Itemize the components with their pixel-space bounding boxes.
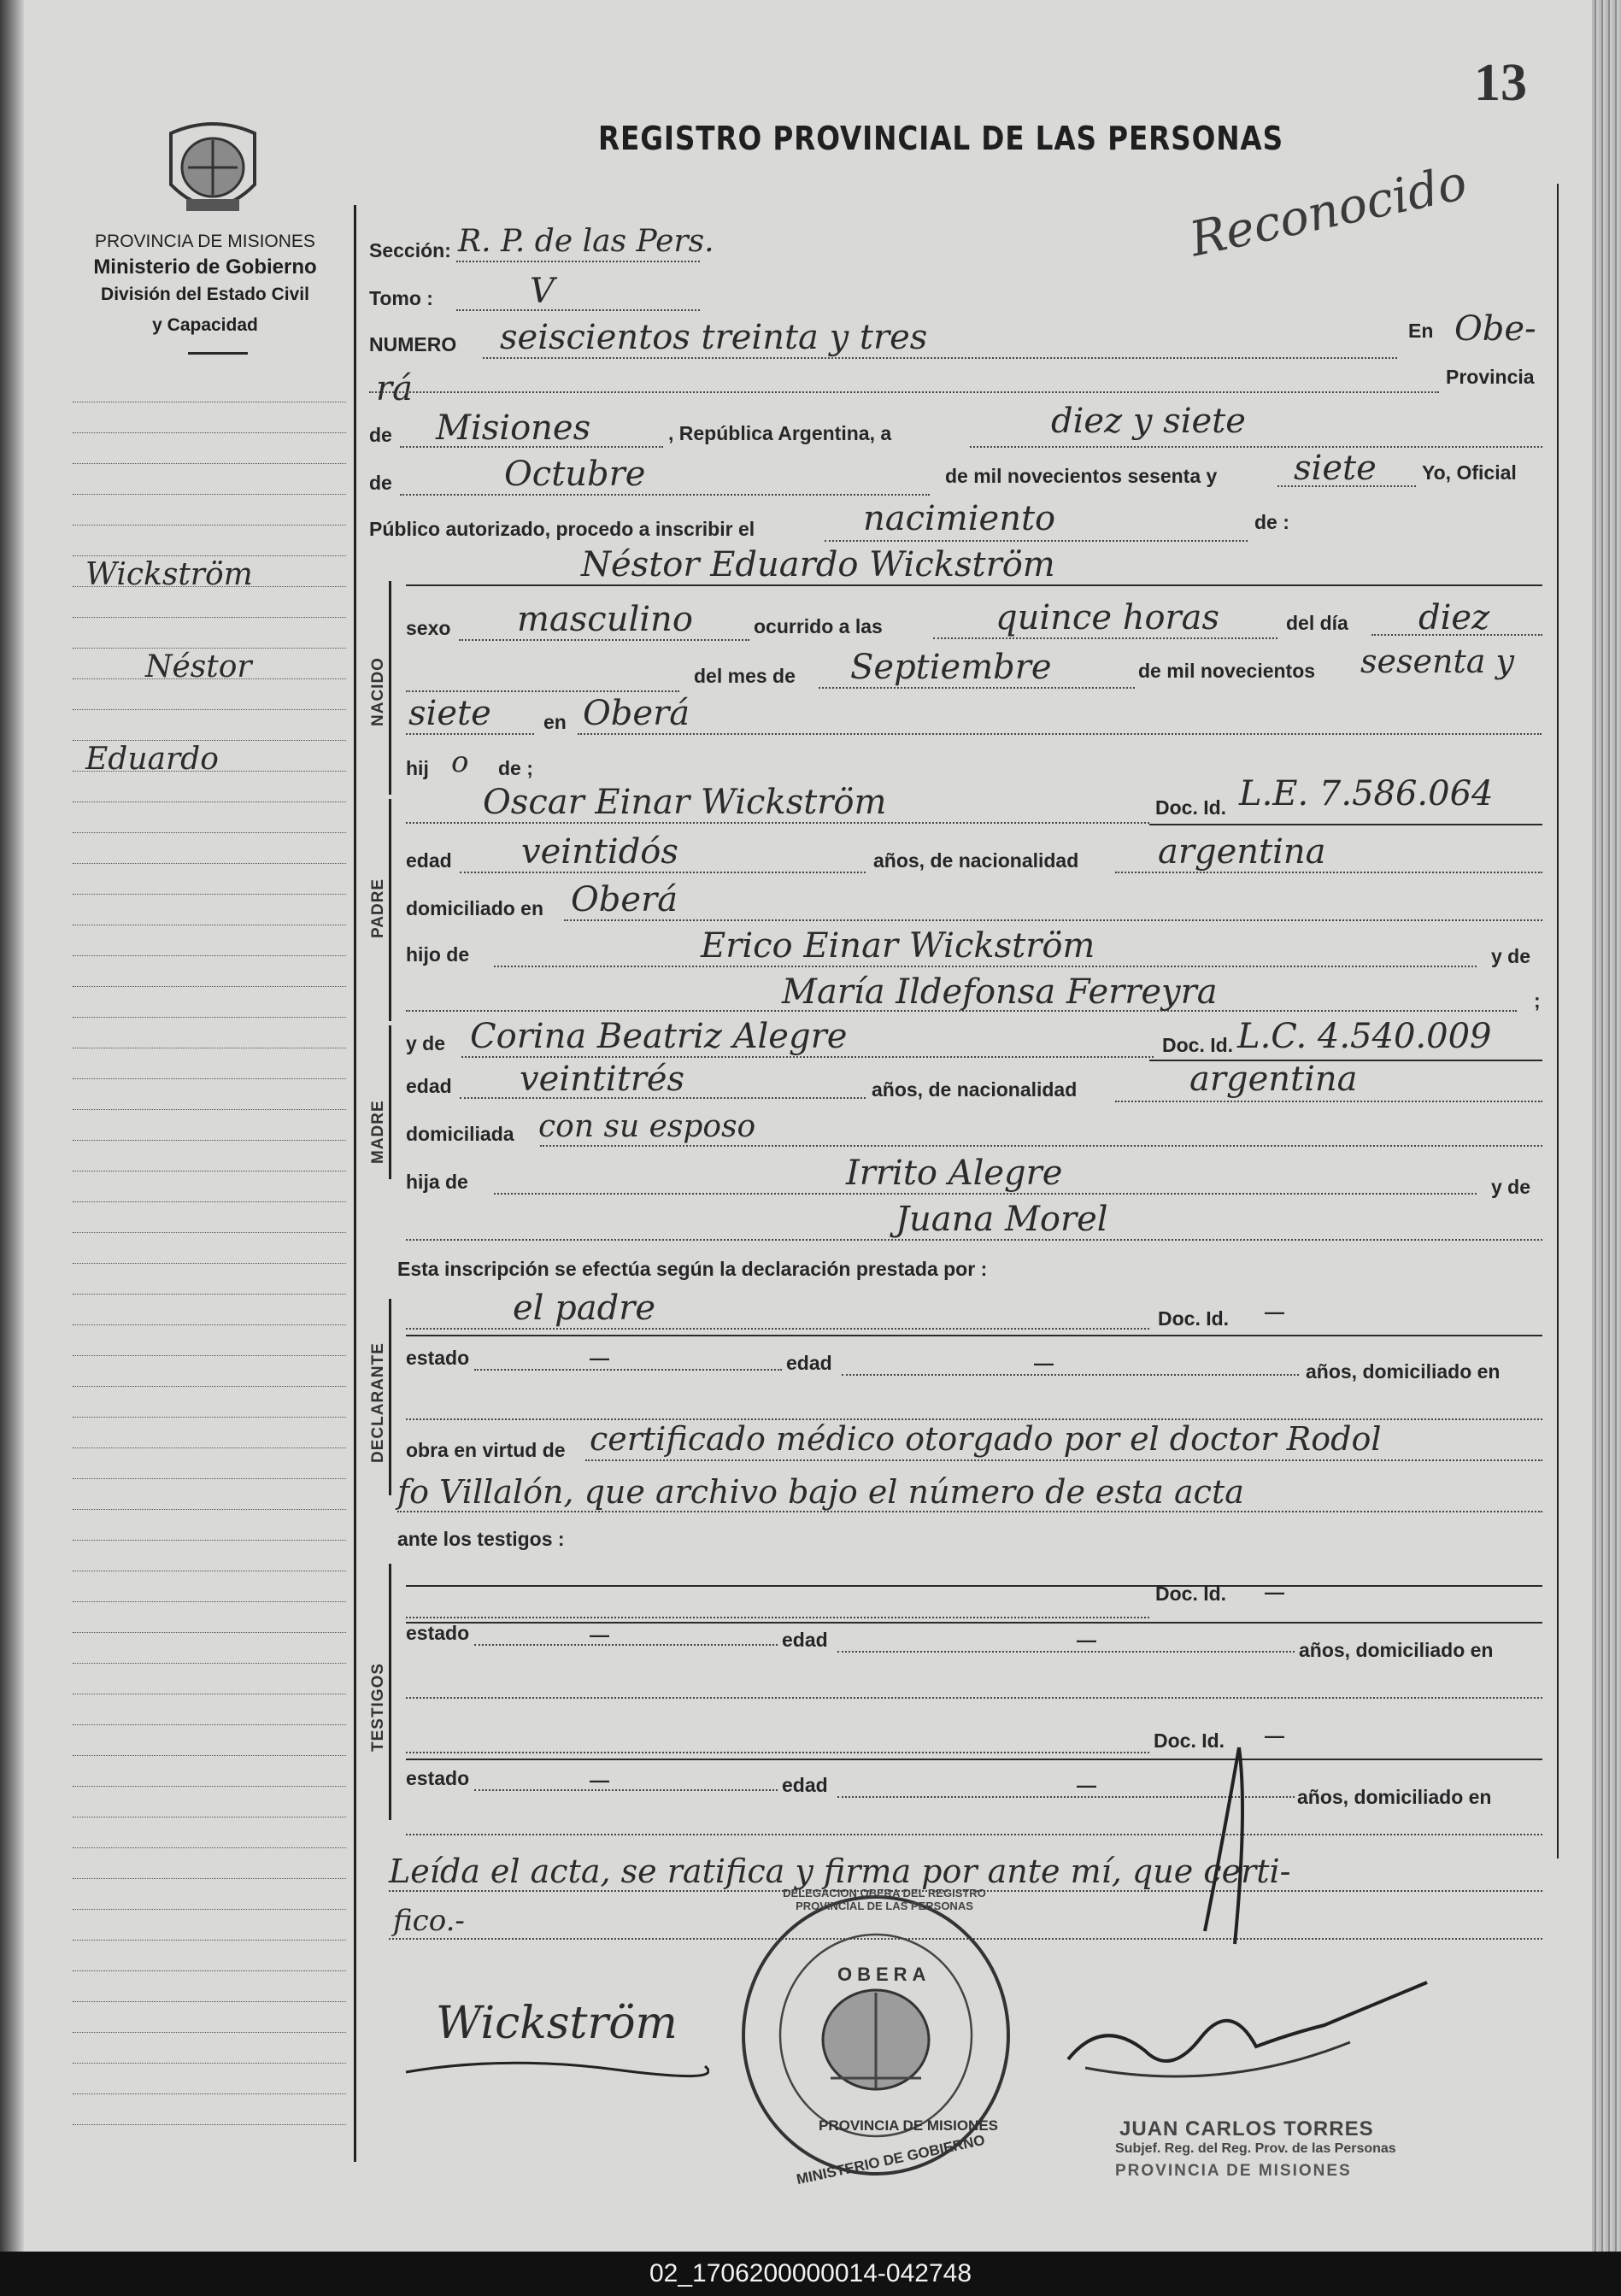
official-role: Subjef. Reg. del Reg. Prov. de las Personas <box>1115 2141 1396 2156</box>
testigo2-dom-line <box>406 1834 1542 1835</box>
cierre-line-1: Leída el acta, se ratifica y firma por ante mí, que certi- <box>389 1853 1291 1890</box>
obra-line-1 <box>585 1459 1542 1461</box>
testigos-intro: ante los testigos : <box>397 1528 565 1550</box>
padre-nombre-line <box>406 822 1149 824</box>
declarante-dom-label: años, domiciliado en <box>1306 1360 1501 1383</box>
sexo-label: sexo <box>406 617 451 639</box>
declarante-estado-label: estado <box>406 1347 470 1369</box>
tomo-label: Tomo : <box>369 287 433 309</box>
margin-rule <box>73 1970 346 1971</box>
signature-underline <box>402 2025 709 2085</box>
hij-suffix: o <box>451 745 469 779</box>
left-column-divider <box>354 205 356 2162</box>
margin-rule <box>73 709 346 710</box>
de3-label: de : <box>1254 511 1289 533</box>
margin-rule <box>73 1232 346 1233</box>
madre-nac-line <box>1115 1101 1542 1102</box>
padre-madre: María Ildefonsa Ferreyra <box>782 972 1218 1012</box>
lugar-line <box>369 391 1439 393</box>
obra-value-1: certificado médico otorgado por el doctor Rodol <box>590 1420 1382 1458</box>
margin-rule <box>73 1109 346 1110</box>
publico-label: Público autorizado, procedo a inscribir el <box>369 518 755 540</box>
mes-line <box>400 494 930 496</box>
en-nac-label: en <box>543 711 567 733</box>
dia-nac-value: diez <box>1418 598 1490 637</box>
margin-rule <box>73 1909 346 1910</box>
madre-padres-line <box>494 1193 1477 1195</box>
madre-doc: L.C. 4.540.009 <box>1237 1017 1492 1056</box>
province-crest-icon <box>162 118 263 227</box>
declarante-edad-label: edad <box>786 1352 832 1374</box>
obra-line-2 <box>397 1511 1542 1512</box>
declaracion-intro: Esta inscripción se efectúa según la declaración prestada por : <box>397 1258 988 1280</box>
hij-label: hij <box>406 757 429 779</box>
anio-nac-value-2: siete <box>408 694 491 733</box>
testigo2-nombre-line <box>406 1752 1149 1753</box>
seccion-line <box>456 261 700 262</box>
nacido-section-label: NACIDO <box>369 657 387 726</box>
testigos-bracket <box>389 1564 391 1820</box>
margin-rule <box>73 1294 346 1295</box>
provincia-label: Provincia <box>1446 366 1535 388</box>
madre-bracket <box>389 1025 391 1179</box>
deldia-label: del día <box>1286 612 1348 634</box>
margin-rule <box>73 525 346 526</box>
margin-rule <box>73 1601 346 1602</box>
margin-rule <box>73 1263 346 1264</box>
margin-rule <box>73 740 346 741</box>
margin-rule <box>73 1324 346 1325</box>
margin-rule <box>73 1663 346 1664</box>
republica-label: , República Argentina, a <box>668 422 892 444</box>
madre-dom-line <box>540 1145 1542 1147</box>
testigo1-nombre-line <box>406 1617 1149 1618</box>
tomo-value: V <box>530 272 555 311</box>
lugar-nac-value: Oberá <box>583 694 690 733</box>
dia-value: diez y siete <box>1051 402 1246 441</box>
declarante-nombre-line <box>406 1328 1149 1330</box>
madre-nombre-line <box>461 1056 1154 1058</box>
de2-label: de <box>369 472 392 494</box>
numero-value: seiscientos treinta y tres <box>500 318 928 357</box>
sexo-value: masculino <box>517 600 693 639</box>
seccion-label: Sección: <box>369 239 451 261</box>
testigo2-doc-label: Doc. Id. <box>1154 1729 1225 1752</box>
letterhead-line3: División del Estado Civil <box>101 285 309 304</box>
hora-line <box>933 637 1277 639</box>
padre-padre: Erico Einar Wickström <box>701 926 1095 966</box>
margin-rule <box>73 863 346 864</box>
madre-dom-label: domiciliada <box>406 1123 514 1145</box>
testigo1-estado: — <box>590 1624 609 1646</box>
declarante-estado: — <box>590 1347 609 1369</box>
padre-doc-label: Doc. Id. <box>1155 796 1227 819</box>
declarante-section-label: DECLARANTE <box>369 1342 387 1463</box>
declarante-edad-line <box>842 1374 1299 1376</box>
margin-rule <box>73 1355 346 1356</box>
margin-rule <box>73 1017 346 1018</box>
mil-label: de mil novecientos sesenta y <box>945 465 1218 487</box>
mes-nac-value: Septiembre <box>850 648 1052 687</box>
letterhead-rule <box>188 352 248 355</box>
padre-madre-line <box>406 1010 1517 1012</box>
margin-rule <box>73 2063 346 2064</box>
ocurrido-label: ocurrido a las <box>754 615 883 637</box>
padre-dom-line <box>564 919 1542 921</box>
margin-rule <box>73 1940 346 1941</box>
anio-nac-line <box>406 733 534 735</box>
book-spine <box>0 0 24 2252</box>
lugar-nac-line <box>578 733 1542 735</box>
obra-label: obra en virtud de <box>406 1439 566 1461</box>
madre-edad: veintitrés <box>520 1060 685 1099</box>
margin-rule <box>73 1632 346 1633</box>
seal-city: OBERA <box>837 1964 931 1985</box>
testigo1-dom-label: años, domiciliado en <box>1299 1639 1494 1661</box>
testigo2-edad-label: edad <box>782 1774 828 1796</box>
reconocido-stamp: Reconocido <box>1184 155 1472 268</box>
padre-nombre: Oscar Einar Wickström <box>483 783 887 822</box>
madre-nacionalidad: argentina <box>1189 1060 1358 1099</box>
testigo1-doc: — <box>1265 1581 1284 1603</box>
padre-semicolon: ; <box>1534 989 1541 1012</box>
margin-rule <box>73 463 346 464</box>
margin-rule <box>73 1755 346 1756</box>
margin-rule <box>73 2093 346 2094</box>
madre-yde-label: y de <box>406 1032 446 1054</box>
margin-name2: Eduardo <box>85 742 219 777</box>
testigo2-doc: — <box>1265 1724 1284 1747</box>
en-label: En <box>1408 320 1434 342</box>
cierre-line-2: fico.- <box>393 1904 465 1938</box>
seal-province: PROVINCIA DE MISIONES <box>819 2117 999 2134</box>
padre-bracket <box>389 799 391 1021</box>
seal-ring-text: DELEGACION OBERA DEL REGISTRO PROVINCIAL DE LAS PERSONAS <box>783 1887 986 1912</box>
seal-ministry: MINISTERIO DE GOBIERNO <box>795 2131 987 2188</box>
madre-madre: Juana Morel <box>896 1200 1108 1239</box>
testigo1-edad-label: edad <box>782 1629 828 1651</box>
dia-line <box>970 446 1542 448</box>
margin-rule <box>73 494 346 495</box>
madre-hija-label: hija de <box>406 1171 468 1193</box>
testigo1-edad-line <box>837 1651 1295 1653</box>
testigo1-estado-label: estado <box>406 1622 470 1644</box>
margin-rule <box>73 1201 346 1202</box>
delmes-label: del mes de <box>694 665 796 687</box>
dia-nac-line-2 <box>406 690 679 692</box>
sexo-line <box>459 639 749 641</box>
margin-rule <box>73 648 346 649</box>
testigo2-estado-line <box>474 1789 778 1791</box>
acto-value: nacimiento <box>863 499 1056 538</box>
margin-name1: Néstor <box>145 649 252 684</box>
declarante-nombre: el padre <box>513 1289 656 1328</box>
padre-yde-label: y de <box>1491 945 1531 967</box>
padre-hijo-label: hijo de <box>406 943 470 966</box>
margin-rule <box>73 1878 346 1879</box>
testigo2-estado: — <box>590 1769 609 1791</box>
numero-label: NUMERO <box>369 333 457 355</box>
margin-rule <box>73 432 346 433</box>
official-province: PROVINCIA DE MISIONES <box>1115 2162 1352 2180</box>
margin-rule <box>73 2124 346 2125</box>
declarante-signature: Wickström <box>436 1998 678 2049</box>
mes-value: Octubre <box>504 455 646 494</box>
nacido-bracket <box>389 581 391 795</box>
lugar-value-1: Obe- <box>1454 309 1536 349</box>
padre-dom-label: domiciliado en <box>406 897 544 919</box>
hora-value: quince horas <box>996 598 1220 637</box>
testigo1-rule <box>406 1622 1542 1624</box>
declarante-bracket <box>389 1299 391 1495</box>
testigo2-rule <box>406 1759 1542 1760</box>
file-id-footer: 02_1706200000014-042748 <box>0 2252 1621 2296</box>
lugar-value-2: rá <box>376 369 413 408</box>
margin-rule <box>73 1847 346 1848</box>
testigo1-doc-label: Doc. Id. <box>1155 1583 1227 1605</box>
declarante-doc: — <box>1265 1301 1284 1323</box>
mes-nac-line <box>819 687 1135 689</box>
nombre-inscripto: Néstor Eduardo Wickström <box>581 545 1055 584</box>
padre-nacionalidad: argentina <box>1158 832 1326 872</box>
testigo1-top-rule <box>406 1585 1542 1587</box>
margin-rule <box>73 1509 346 1510</box>
margin-rule <box>73 1540 346 1541</box>
declarante-rule <box>406 1335 1542 1336</box>
madre-nombre: Corina Beatriz Alegre <box>470 1017 848 1056</box>
declarante-doc-label: Doc. Id. <box>1158 1307 1230 1330</box>
padre-nac-label: años, de nacionalidad <box>873 849 1079 872</box>
milnov-label: de mil novecientos <box>1138 660 1316 682</box>
declarante-edad: — <box>1034 1352 1054 1374</box>
anio-value: siete <box>1294 449 1377 488</box>
document-title: REGISTRO PROVINCIAL DE LAS PERSONAS <box>598 120 1283 157</box>
margin-rule <box>73 555 346 556</box>
margin-rule <box>73 2032 346 2033</box>
margin-rule <box>73 986 346 987</box>
madre-padre: Irrito Alegre <box>846 1154 1063 1193</box>
official-signature <box>1051 1965 1444 2102</box>
testigo2-edad: — <box>1077 1774 1096 1796</box>
margin-rule <box>73 1786 346 1787</box>
de-label: de <box>369 424 392 446</box>
margin-rule <box>73 1140 346 1141</box>
margin-rule <box>73 1447 346 1448</box>
padre-nac-line <box>1115 872 1542 873</box>
testigo2-dom-label: años, domiciliado en <box>1297 1786 1492 1808</box>
madre-yde-label-2: y de <box>1491 1176 1531 1198</box>
obra-value-2: fo Villalón, que archivo bajo el número de esta acta <box>397 1473 1244 1511</box>
madre-madre-line <box>406 1239 1542 1241</box>
tomo-line <box>456 309 700 311</box>
margin-rule <box>73 894 346 895</box>
margin-rule <box>73 1478 346 1479</box>
page-number: 13 <box>1474 54 1527 112</box>
seccion-value: R. P. de las Pers. <box>458 224 714 259</box>
madre-section-label: MADRE <box>369 1100 387 1164</box>
madre-nac-label: años, de nacionalidad <box>872 1078 1078 1101</box>
padre-edad-line <box>460 872 866 873</box>
provincia-value: Misiones <box>436 408 591 448</box>
testigo2-estado-label: estado <box>406 1767 470 1789</box>
letterhead-line4: y Capacidad <box>152 315 258 335</box>
testigos-section-label: TESTIGOS <box>369 1662 387 1752</box>
margin-surname: Wickström <box>85 557 253 592</box>
margin-rule <box>73 1724 346 1725</box>
anio-nac-value-1: sesenta y <box>1360 643 1514 680</box>
margin-rule <box>73 2001 346 2002</box>
official-name: JUAN CARLOS TORRES <box>1119 2117 1374 2140</box>
declarante-estado-line <box>474 1369 782 1371</box>
testigo1-edad: — <box>1077 1629 1096 1651</box>
padre-domicilio: Oberá <box>571 880 678 919</box>
padre-doc-line <box>1149 824 1542 825</box>
margin-rule <box>73 1386 346 1387</box>
testigo1-estado-line <box>474 1644 778 1646</box>
madre-edad-label: edad <box>406 1075 452 1097</box>
padre-section-label: PADRE <box>369 878 387 938</box>
madre-domicilio: con su esposo <box>538 1109 756 1144</box>
acto-line <box>825 540 1248 542</box>
yo-label: Yo, Oficial <box>1422 461 1517 484</box>
pen-stroke <box>1188 1743 1282 1948</box>
de-nac-label: de ; <box>498 757 533 779</box>
margin-rule <box>73 1417 346 1418</box>
padre-padres-line <box>494 966 1477 967</box>
margin-rule <box>73 955 346 956</box>
page-edges <box>1592 0 1621 2252</box>
madre-doc-label: Doc. Id. <box>1162 1034 1234 1056</box>
padre-edad: veintidós <box>521 832 678 872</box>
nombre-line <box>406 584 1542 586</box>
margin-rule <box>73 617 346 618</box>
margin-rule <box>73 1078 346 1079</box>
letterhead-line1: PROVINCIA DE MISIONES <box>95 232 315 251</box>
right-border <box>1557 184 1559 1859</box>
testigo1-dom-line <box>406 1697 1542 1699</box>
letterhead-line2: Ministerio de Gobierno <box>93 255 317 279</box>
margin-rule <box>73 832 346 833</box>
padre-doc: L.E. 7.586.064 <box>1239 774 1494 813</box>
numero-line <box>483 357 1397 359</box>
padre-edad-label: edad <box>406 849 452 872</box>
